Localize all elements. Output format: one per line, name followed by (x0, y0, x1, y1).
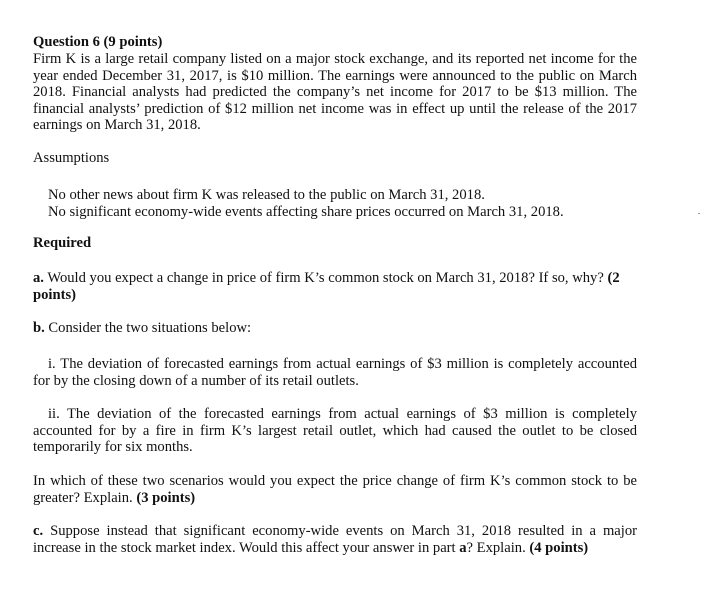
assumption-item: No other news about firm K was released to the public on March 31, 2018. (48, 187, 485, 203)
scan-artifact (698, 213, 700, 214)
question-title: Question 6 (9 points) (33, 34, 163, 50)
part-b-label: b. (33, 320, 45, 336)
part-a-text: Would you expect a change in price of firm K’s common stock on March 31, 2018? If so, why? (43, 270, 608, 286)
part-c-label: c. (33, 523, 44, 539)
assumption-item: No significant economy-wide events affecting share prices occurred on March 31, 2018. (48, 204, 564, 220)
part-a-label: a. (33, 270, 44, 286)
part-a-points: (2 points) (33, 270, 620, 303)
required-heading: Required (33, 235, 92, 251)
question-intro: Firm K is a large retail company listed on a major stock exchange, and its reported net income for the year ended December 31, 2017, is $10 million. The earnings were announced to the public on March 2018. Financial analysts had predicted the company’s net income for 2017 to be $13 million. The financial analysts’ prediction of $12 million net income was in effect up until the release of the 2017 earnings on March 31, 2018. (33, 51, 637, 134)
part-b-text: Consider the two situations below: (44, 320, 252, 336)
part-c-text-1: Suppose instead that significant economy-wide events on March 31, 2018 resulted in a major increase in the stock market index. Would this affect your answer in part (33, 523, 637, 556)
part-c-text-2: ? Explain. (466, 539, 530, 556)
situation-i: i. The deviation of forecasted earnings from actual earnings of $3 million is completely accounted for by the closing down of a number of its retail outlets. (33, 356, 637, 389)
part-c-question (33, 523, 637, 556)
part-b-followup-text: In which of these two scenarios would you expect the price change of firm K’s common stock to be greater? Explain. (33, 473, 637, 506)
assumptions-heading: Assumptions (33, 150, 110, 166)
part-b-question (33, 320, 637, 337)
part-b-points: (3 points) (136, 489, 196, 506)
part-b-followup (33, 473, 637, 506)
part-c-points: (4 points) (529, 539, 589, 556)
situation-ii: ii. The deviation of the forecasted earnings from actual earnings of $3 million is completely accounted for by a fire in firm K’s largest retail outlet, which had caused the outlet to be closed temporarily for six months. (33, 406, 637, 456)
part-c-ref: a (459, 539, 467, 556)
part-a-question (33, 270, 637, 303)
